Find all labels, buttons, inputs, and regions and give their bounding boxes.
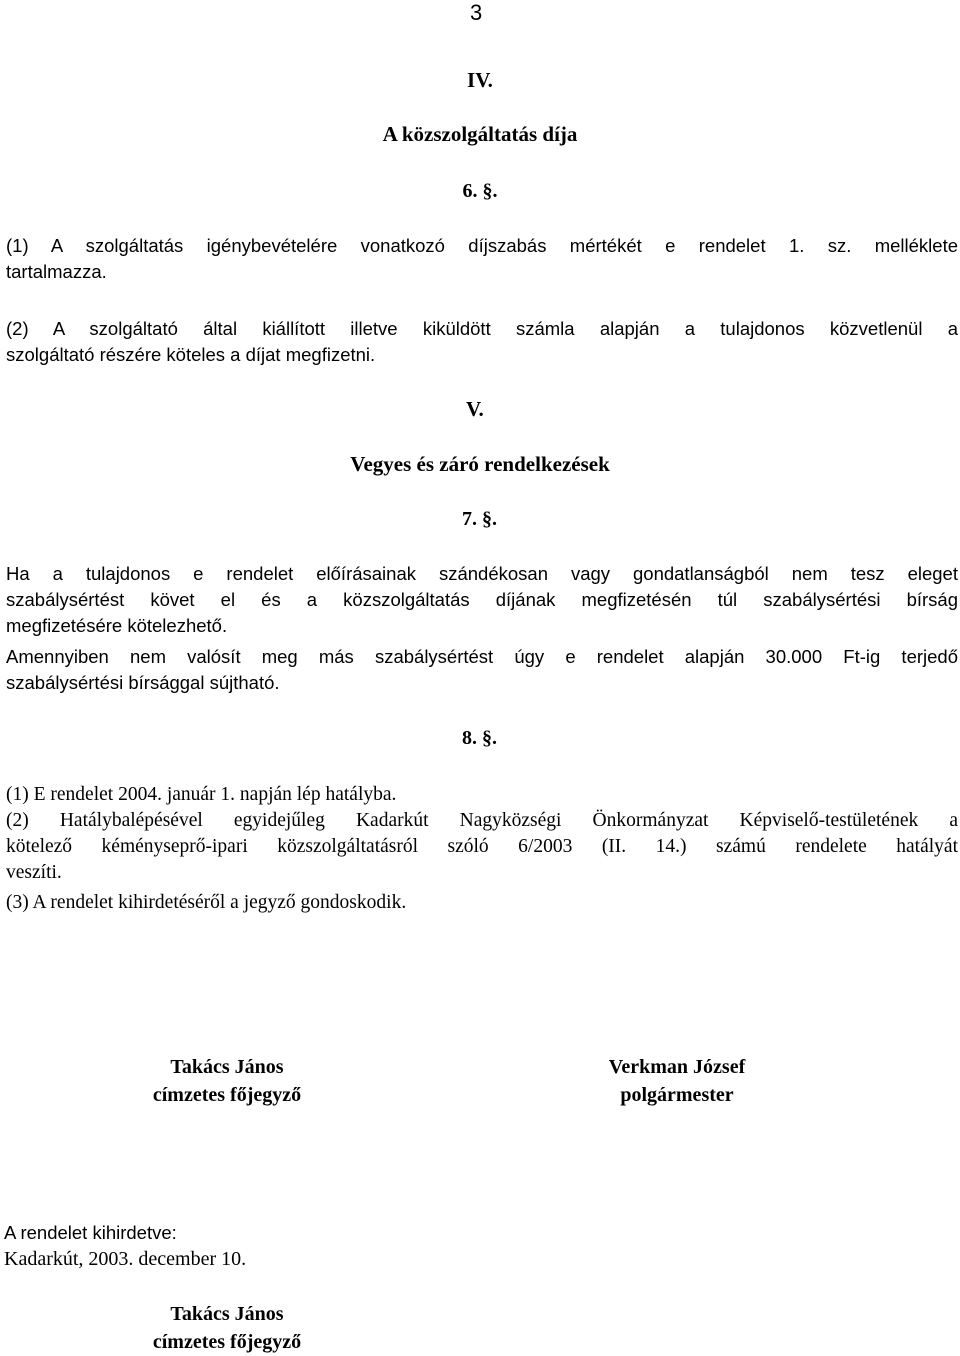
signature-right-title: polgármester [620, 1084, 734, 1106]
section-7-paragraph-1 [6, 561, 958, 639]
section-8-paragraph-1 [6, 782, 958, 808]
page-number: 3 [470, 0, 483, 25]
text-line: veszíti. [6, 862, 62, 883]
promulgation-label: A rendelet kihirdetve: [4, 1222, 177, 1243]
text-line: (3) A rendelet kihirdetéséről a jegyző gondoskodik. [6, 892, 407, 913]
signature-left [107, 1053, 347, 1109]
section-7-paragraph-2 [6, 644, 958, 696]
text-line: szabálysértést követ el és a közszolgáltatás díjának megfizetésén túl szabálysértési bírság [6, 589, 958, 610]
section-7-heading: 7. §. [462, 508, 497, 530]
chapter-v-number: V. [466, 397, 484, 421]
text-line: szolgáltató részére köteles a díjat megfizetni. [6, 344, 376, 365]
chapter-iv-title: A közszolgáltatás díja [382, 122, 578, 146]
signature-right-name: Verkman József [608, 1056, 746, 1078]
section-6-paragraph-2 [6, 316, 958, 368]
text-line: (1) A szolgáltatás igénybevételére vonatkozó díjszabás mértékét e rendelet 1. sz. melléklete [6, 235, 958, 256]
text-line: (1) E rendelet 2004. január 1. napján lép hatályba. [6, 784, 397, 805]
promulgation-signer-name: Takács János [170, 1303, 284, 1325]
text-line: tartalmazza. [6, 261, 107, 282]
text-line: megfizetésére kötelezhető. [6, 615, 228, 636]
section-6-paragraph-1 [6, 233, 958, 285]
section-8-paragraph-2 [6, 808, 958, 886]
text-line: (2) A szolgáltató által kiállított illetve kiküldött számla alapján a tulajdonos közvetlenül a [6, 318, 958, 339]
promulgation-signer-title: címzetes főjegyző [152, 1331, 302, 1353]
chapter-iv-number: IV. [467, 68, 493, 92]
section-6-heading: 6. §. [462, 180, 498, 202]
promulgation-signature [107, 1300, 347, 1356]
section-8-heading: 8. §. [462, 727, 497, 749]
signature-right [557, 1053, 797, 1109]
signature-left-name: Takács János [170, 1056, 284, 1078]
text-line: szabálysértési bírsággal sújtható. [6, 672, 280, 693]
section-8-paragraph-3 [6, 890, 958, 916]
promulgation-place-date: Kadarkút, 2003. december 10. [4, 1248, 247, 1270]
text-line: Amennyiben nem valósít meg más szabálysértést úgy e rendelet alapján 30.000 Ft-ig terjedő [6, 646, 958, 667]
text-line: Ha a tulajdonos e rendelet előírásainak szándékosan vagy gondatlanságból nem tesz eleget [6, 563, 958, 584]
chapter-v-title: Vegyes és záró rendelkezések [350, 452, 610, 476]
signature-left-title: címzetes főjegyző [152, 1084, 302, 1106]
text-line: kötelező kéményseprő-ipari közszolgáltatásról szóló 6/2003 (II. 14.) számú rendelete hatályát [6, 836, 958, 857]
text-line: (2) Hatálybalépésével egyidejűleg Kadarkút Nagyközségi Önkormányzat Képviselő-testületének a [6, 810, 958, 831]
